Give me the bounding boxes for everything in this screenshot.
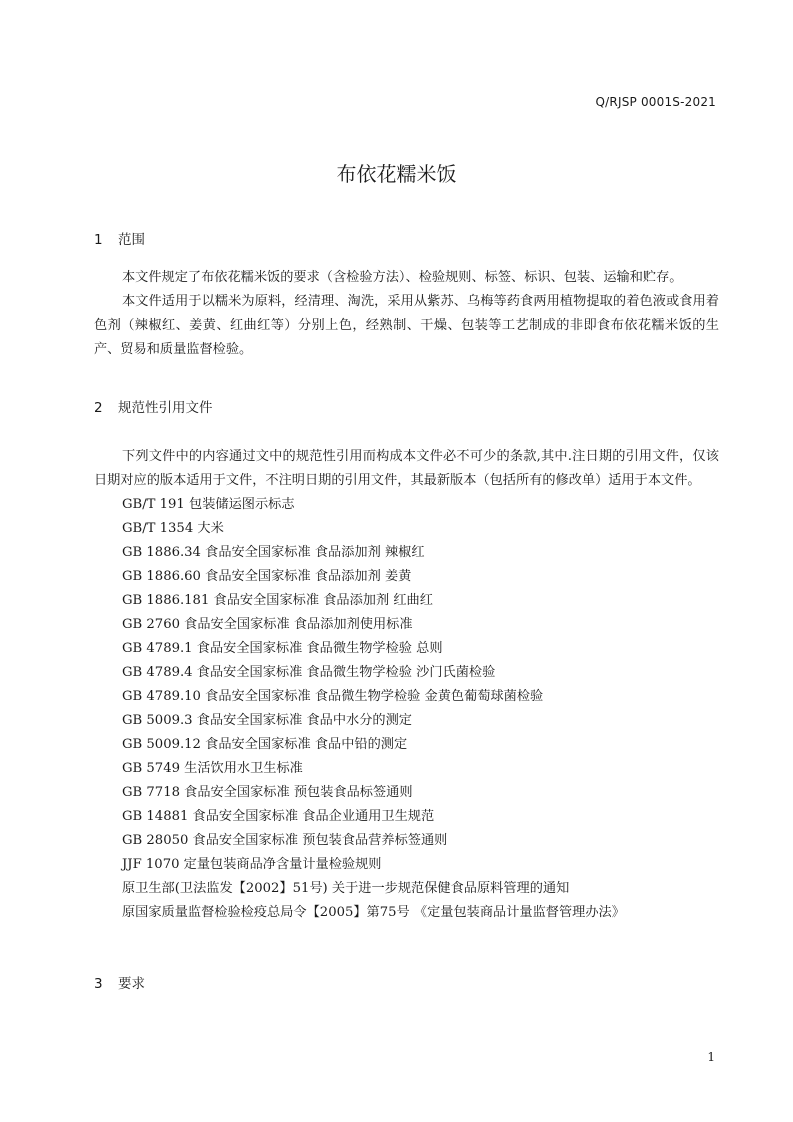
reference-item: GB 5009.3 食品安全国家标准 食品中水分的测定 xyxy=(122,713,412,728)
scope-body xyxy=(94,266,719,362)
page-number: 1 xyxy=(707,1050,715,1064)
reference-item: GB 4789.4 食品安全国家标准 食品微生物学检验 沙门氏菌检验 xyxy=(122,665,496,680)
reference-item: 原国家质量监督检验检疫总局令【2005】第75号 《定量包装商品计量监督管理办法》 xyxy=(122,905,625,920)
references-intro: 下列文件中的内容通过文中的规范性引用而构成本文件必不可少的条款,其中.注日期的引用文件，仅该日期对应的版本适用于文件，不注明日期的引用文件，其最新版本（包括所有的修改单）适用于本文件。 xyxy=(94,449,719,488)
scope-paragraph: 本文件适用于以糯米为原料，经清理、淘洗，采用从紫苏、乌梅等药食两用植物提取的着色液或食用着色剂（辣椒红、姜黄、红曲红等）分别上色，经熟制、干燥、包装等工艺制成的非即食布依花糯米饭的生产、贸易和质量监督检验。 xyxy=(94,294,719,357)
reference-item: GB 14881 食品安全国家标准 食品企业通用卫生规范 xyxy=(122,809,435,824)
section-heading-requirements xyxy=(94,974,145,994)
section-heading-scope xyxy=(94,230,145,250)
reference-item: GB/T 1354 大米 xyxy=(122,521,224,536)
reference-item: GB 7718 食品安全国家标准 预包装食品标签通则 xyxy=(122,785,413,800)
reference-item: GB/T 191 包装储运图示标志 xyxy=(122,497,295,512)
reference-item: GB 5749 生活饮用水卫生标准 xyxy=(122,761,303,776)
reference-item: GB 1886.60 食品安全国家标准 食品添加剂 姜黄 xyxy=(122,569,412,584)
reference-item: GB 2760 食品安全国家标准 食品添加剂使用标准 xyxy=(122,617,413,632)
section-number: 2 xyxy=(94,400,103,416)
reference-item: GB 1886.34 食品安全国家标准 食品添加剂 辣椒红 xyxy=(122,545,425,560)
reference-item: GB 4789.1 食品安全国家标准 食品微生物学检验 总则 xyxy=(122,641,443,656)
normative-references-body xyxy=(94,445,719,925)
reference-item: JJF 1070 定量包装商品净含量计量检验规则 xyxy=(122,857,382,872)
section-title: 要求 xyxy=(118,976,145,992)
section-number: 3 xyxy=(94,976,103,992)
section-heading-normative-references xyxy=(94,398,213,418)
section-number: 1 xyxy=(94,232,103,248)
section-title: 范围 xyxy=(118,232,145,248)
scope-paragraph: 本文件规定了布依花糯米饭的要求（含检验方法）、检验规则、标签、标识、包装、运输和贮存。 xyxy=(122,270,683,285)
section-title: 规范性引用文件 xyxy=(118,400,213,416)
reference-item: GB 28050 食品安全国家标准 预包装食品营养标签通则 xyxy=(122,833,448,848)
reference-item: GB 5009.12 食品安全国家标准 食品中铅的测定 xyxy=(122,737,408,752)
standard-code: Q/RJSP 0001S-2021 xyxy=(595,95,716,109)
reference-item: GB 4789.10 食品安全国家标准 食品微生物学检验 金黄色葡萄球菌检验 xyxy=(122,689,544,704)
document-title: 布依花糯米饭 xyxy=(336,162,457,186)
reference-list xyxy=(94,493,719,925)
reference-item: GB 1886.181 食品安全国家标准 食品添加剂 红曲红 xyxy=(122,593,433,608)
reference-item: 原卫生部(卫法监发【2002】51号) 关于进一步规范保健食品原料管理的通知 xyxy=(122,881,570,896)
